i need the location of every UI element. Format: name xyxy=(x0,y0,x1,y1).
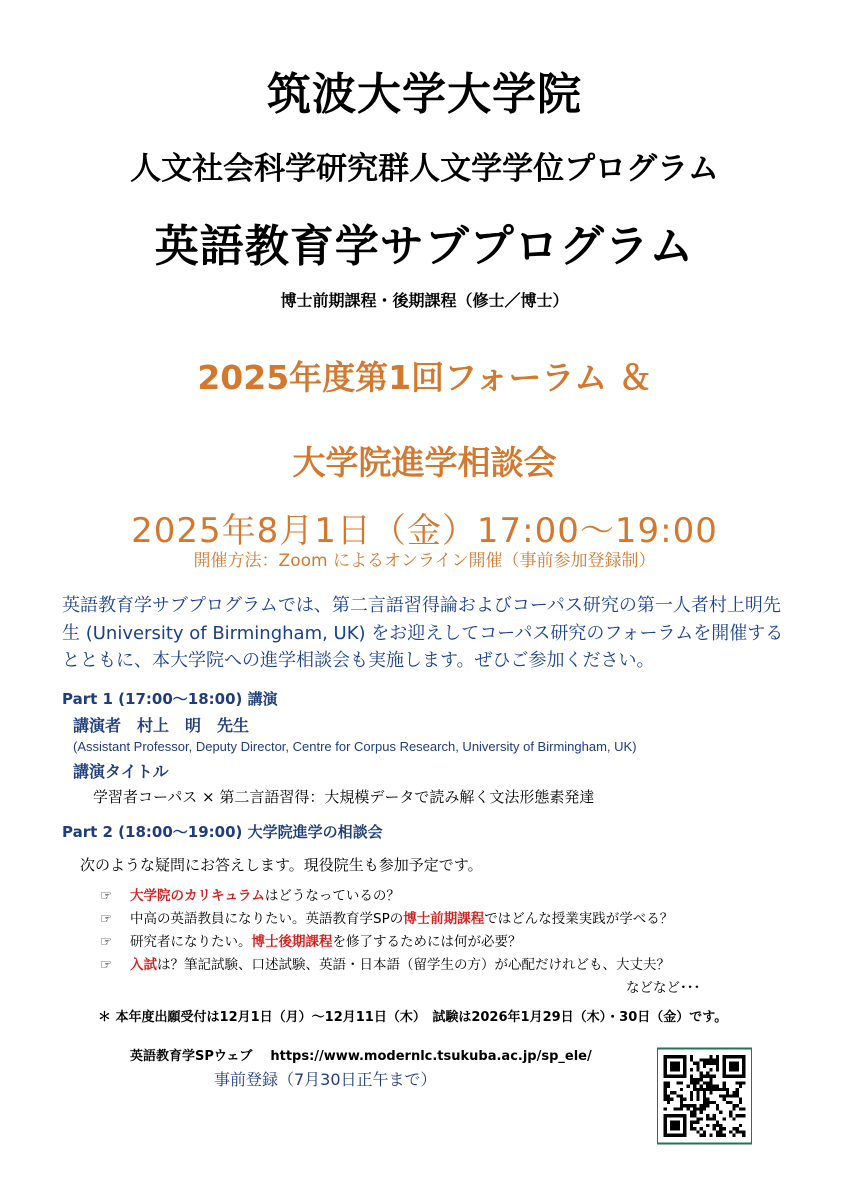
event-title-2: 大学院進学相談会 xyxy=(292,443,557,482)
question-text: はどうなっているの？ xyxy=(264,888,400,904)
question-item xyxy=(100,884,400,904)
event-datetime: 2025年8月1日（金）17:00～19:00 xyxy=(131,511,718,551)
qr-code-icon[interactable] xyxy=(657,1047,752,1145)
pointing-hand-icon: ☞ xyxy=(100,888,113,904)
event-method: 開催方法：Zoom によるオンライン開催（事前参加登録制） xyxy=(193,551,656,571)
question-text: 研究者になりたい。 xyxy=(130,934,252,950)
course-levels: 博士前期課程・後期課程（修士／博士） xyxy=(280,291,569,310)
intro-paragraph: 英語教育学サブプログラムでは、第二言語習得論およびコーパス研究の第一人者村上明先生 (University of Birmingham, UK) をお迎えしてコーパス研究のフォーラムを開催するとともに、本大学院への進学相談会も実施します。ぜひご参加ください。 xyxy=(62,595,784,671)
talk-title-label: 講演タイトル xyxy=(73,762,169,781)
part2-heading: Part 2 (18:00～19:00) 大学院進学の相談会 xyxy=(62,823,383,841)
highlight-text: 博士前期課程 xyxy=(403,911,485,927)
university-title: 筑波大学大学院 xyxy=(267,69,582,120)
question-item xyxy=(100,953,670,973)
question-item xyxy=(100,930,522,950)
event-title-1: 2025年度第1回フォーラム ＆ xyxy=(197,358,652,397)
question-text: 中高の英語教員になりたい。英語教育学SPの xyxy=(130,911,404,927)
pointing-hand-icon: ☞ xyxy=(100,957,113,973)
question-text: を修了するためには何が必要？ xyxy=(332,934,522,950)
highlight-text: 大学院のカリキュラム xyxy=(130,888,265,904)
pointing-hand-icon: ☞ xyxy=(100,934,113,950)
application-note: ＊ 本年度出願受付は12月1日（月）～12月11日（木） 試験は2026年1月29日（木）・30日（金）です。 xyxy=(98,1010,728,1025)
website-line xyxy=(130,1045,592,1064)
question-text: は？筆記試験、口述試験、英語・日本語（留学生の方）が心配だけれども、大丈夫？ xyxy=(157,957,670,973)
pointing-hand-icon: ☞ xyxy=(100,911,113,927)
website-label: 英語教育学SPウェブ xyxy=(130,1049,253,1064)
part2-lead: 次のような疑問にお答えします。現役院生も参加予定です。 xyxy=(80,856,483,874)
part1-heading: Part 1 (17:00～18:00) 講演 xyxy=(62,690,278,708)
website-link[interactable]: https://www.modernlc.tsukuba.ac.jp/sp_ele/ xyxy=(270,1049,592,1064)
etc-text: などなど･･･ xyxy=(626,980,701,996)
speaker: 講演者 村上 明 先生 xyxy=(73,716,250,735)
speaker-affiliation: (Assistant Professor, Deputy Director, Centre for Corpus Research, University of Birmingham, UK) xyxy=(73,739,637,754)
question-text: ではどんな授業実践が学べる？ xyxy=(484,911,674,927)
registration-link[interactable]: 事前登録（7月30日正午まで） xyxy=(214,1070,437,1089)
highlight-text: 入試 xyxy=(130,957,157,973)
talk-title: 学習者コーパス × 第二言語習得：大規模データで読み解く文法形態素発達 xyxy=(93,788,595,806)
subprogram-title: 英語教育学サブプログラム xyxy=(154,221,695,272)
program-title: 人文社会科学研究群人文学学位プログラム xyxy=(130,151,719,187)
highlight-text: 博士後期課程 xyxy=(251,934,333,950)
question-item xyxy=(100,907,673,927)
